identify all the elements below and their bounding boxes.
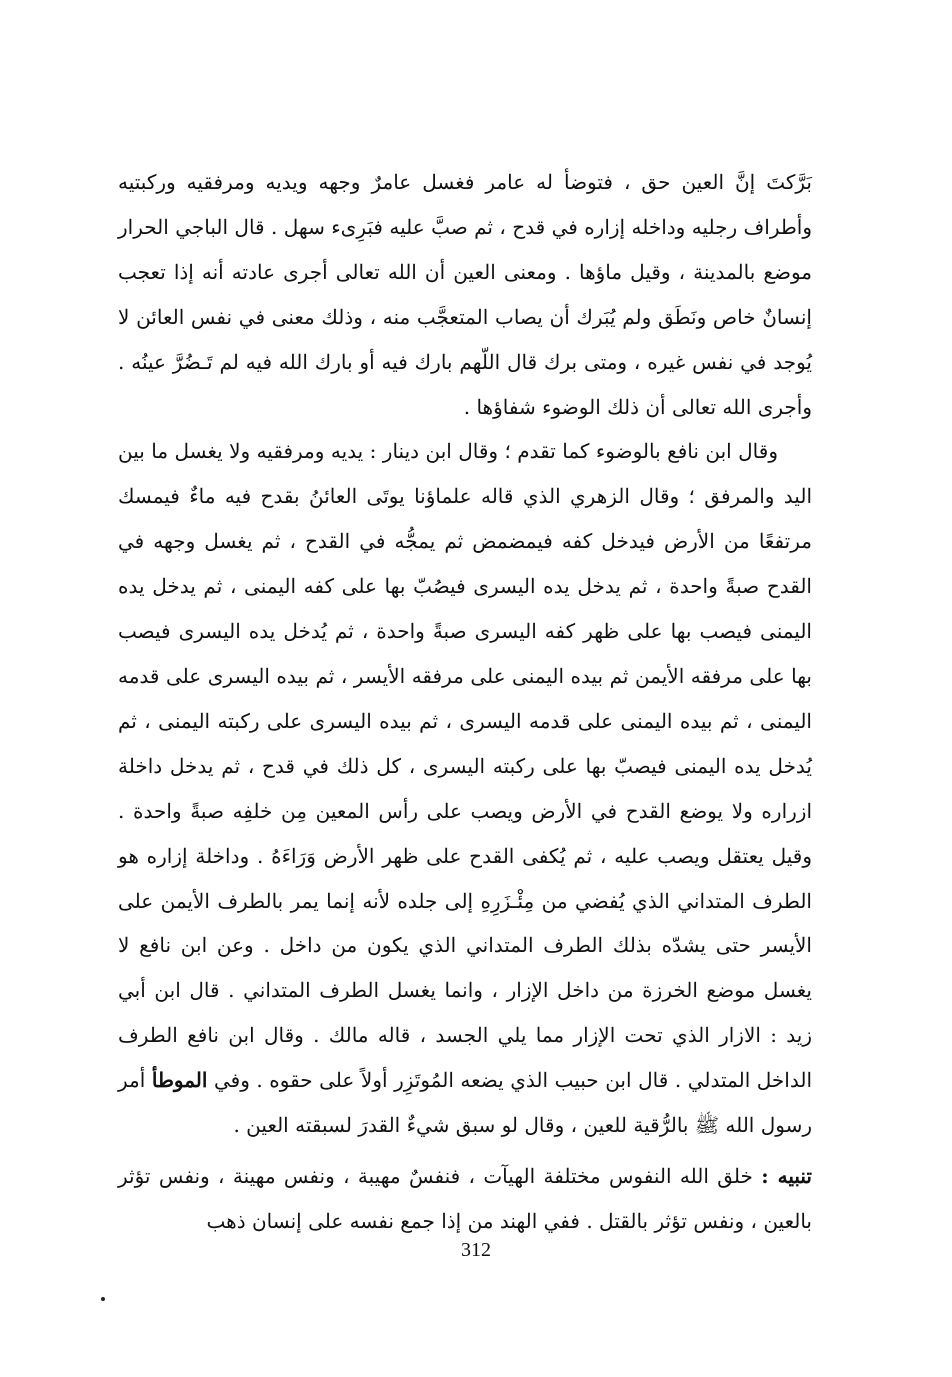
paragraph-3-text: خلق الله النفوس مختلفة الهيآت ، فنفسٌ مهيبة ، ونفس مهينة ، ونفس تؤثر بالعين ، ونفس تؤثر بالقتل . ففي الهند من إذا جمع نفسه على إنسان ذهب <box>118 1163 812 1233</box>
muwatta-bold: الموطأ <box>151 1068 208 1093</box>
tanbih-label: تنبيه : <box>761 1163 812 1188</box>
paragraph-2-word: وفي <box>213 1068 250 1093</box>
paragraph-2-text: وقال ابن نافع بالوضوء كما تقدم ؛ وقال ابن دينار : يديه ومرفقيه ولا يغسل ما بين اليد والمرفق ؛ وقال الزهري الذي قاله علماؤنا يوتَى العائنُ بقدح فيه ماءٌ فيمسك مرتفعًا من الأرض فيدخل كفه فيمضمض ثم يمجُّه في القدح ، ثم يغسل وجهه في القدح صبةً واحدة ، ثم يدخل يده اليسرى فيصُبّ بها على كفه اليمنى ، ثم يدخل يده اليمنى فيصب بها على ظهر كفه اليسرى صبةً واحدة ، ثم يُدخل يده اليسرى فيصب بها على مرفقه الأيمن ثم بيده اليمنى على مرفقه الأيسر ، ثم بيده اليسرى على قدمه اليمنى ، ثم بيده اليمنى على قدمه اليسرى ، ثم بيده اليسرى على ركبته اليمنى ، ثم يُدخل يده اليمنى فيصبّ بها على ركبته اليسرى ، كل ذلك في قدح ، ثم يدخل داخلة ازراره ولا يوضع القدح في الأرض ويصب على رأس المعين مِن خلفِه صبةً واحدة . وقيل يعتقل ويصب عليه ، ثم يُكفى القدح على ظهر الأرض وَرَاءَهُ . وداخلة إزاره هو الطرف المتداني الذي يُفضي من مِئْـزَرِهِ إلى جلده لأنه إنما يمر بالطرف الأيمن على الأيسر حتى يشدّه بذلك الطرف المتداني الذي يكون من داخل . وعن ابن نافع لا يغسل موضع الخرزة من داخل الإزار ، وانما يغسل الطرف المتداني . قال ابن أبي زيد : الازار الذي تحت الإزار مما يلي الجسد ، قاله مالك . وقال ابن نافع الطرف الداخل المتدلي . قال ابن حبيب الذي يضعه المُوتَزِر أولاً على حقوه . <box>118 439 813 1093</box>
paragraph-2 <box>118 429 812 1148</box>
paragraph-2-tail: أمر رسول الله ﷺ بالرُّقية للعين ، وقال لو سبق شيءٌ القدرَ لسبقته العين . <box>118 1068 812 1138</box>
speck-mark <box>101 1297 105 1301</box>
page-body <box>118 160 812 1244</box>
paragraph-3 <box>118 1154 812 1244</box>
page-number: 312 <box>461 1239 491 1261</box>
paragraph-1: بَرَّكتَ إنَّ العين حق ، فتوضأ له عامر فغسل عامرٌ وجهه ويديه ومرفقيه وركبتيه وأطراف رجليه وداخله إزاره في قدح ، ثم صبَّ عليه فبَرِىء سهل . قال الباجي الحرار موضع بالمدينة ، وقيل ماؤها . ومعنى العين أن الله تعالى أجرى عادته أنه إذا تعجب إنسانٌ خاص ونَطَق ولم يُبَرك أن يصاب المتعجَّب منه ، وذلك معنى في نفس العائن لا يُوجد في نفس غيره ، ومتى برك قال اللّهم بارك فيه أو بارك الله فيه لم تَـضُرَّ عينُه . وأجرى الله تعالى أن ذلك الوضوء شفاؤها . <box>118 170 812 419</box>
